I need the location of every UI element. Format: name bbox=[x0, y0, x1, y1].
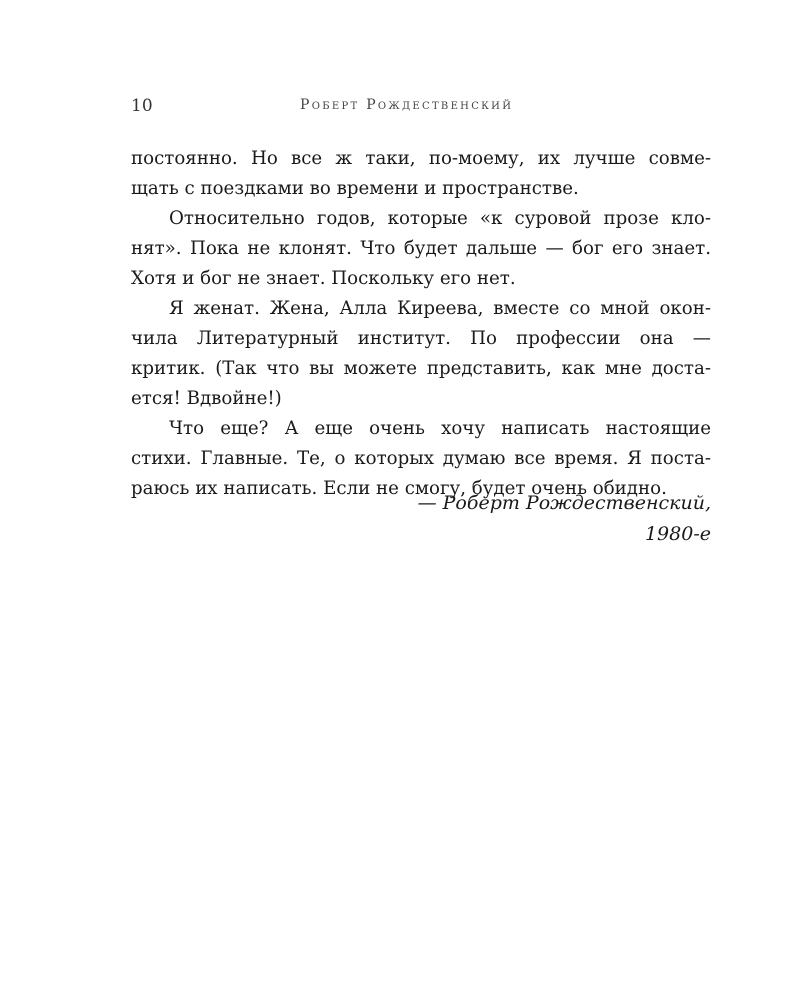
signature bbox=[131, 488, 711, 550]
text-line: критик. (Так что вы можете представить, как мне доста- bbox=[131, 358, 711, 379]
text-line: Относительно годов, которые «к суровой прозе кло- bbox=[169, 208, 711, 229]
text-line: раюсь их написать. Если не смогу, будет очень обидно. bbox=[131, 478, 667, 499]
signature-author: — Роберт Рождественский, bbox=[417, 492, 711, 514]
text-line: чила Литературный институт. По профессии она — bbox=[131, 328, 711, 349]
text-line: щать с поездками во времени и пространстве. bbox=[131, 178, 579, 199]
signature-date: 1980-е bbox=[644, 523, 711, 545]
text-line: Хотя и бог не знает. Поскольку его нет. bbox=[131, 268, 516, 289]
text-line: нят». Пока не клонят. Что будет дальше — бог его знает. bbox=[131, 238, 711, 259]
body-text bbox=[131, 144, 711, 504]
text-line: постоянно. Но все ж таки, по-моему, их лучше совме- bbox=[131, 148, 711, 169]
text-line: Я женат. Жена, Алла Киреева, вместе со мной окон- bbox=[169, 298, 711, 319]
text-line: Что еще? А еще очень хочу написать настоящие bbox=[169, 418, 711, 439]
running-head bbox=[131, 96, 711, 122]
page-number: 10 bbox=[131, 96, 153, 116]
text-line: стихи. Главные. Те, о которых думаю все время. Я поста- bbox=[131, 448, 711, 469]
running-title: Роберт Рождественский bbox=[300, 97, 514, 113]
text-line: ется! Вдвойне!) bbox=[131, 388, 282, 409]
